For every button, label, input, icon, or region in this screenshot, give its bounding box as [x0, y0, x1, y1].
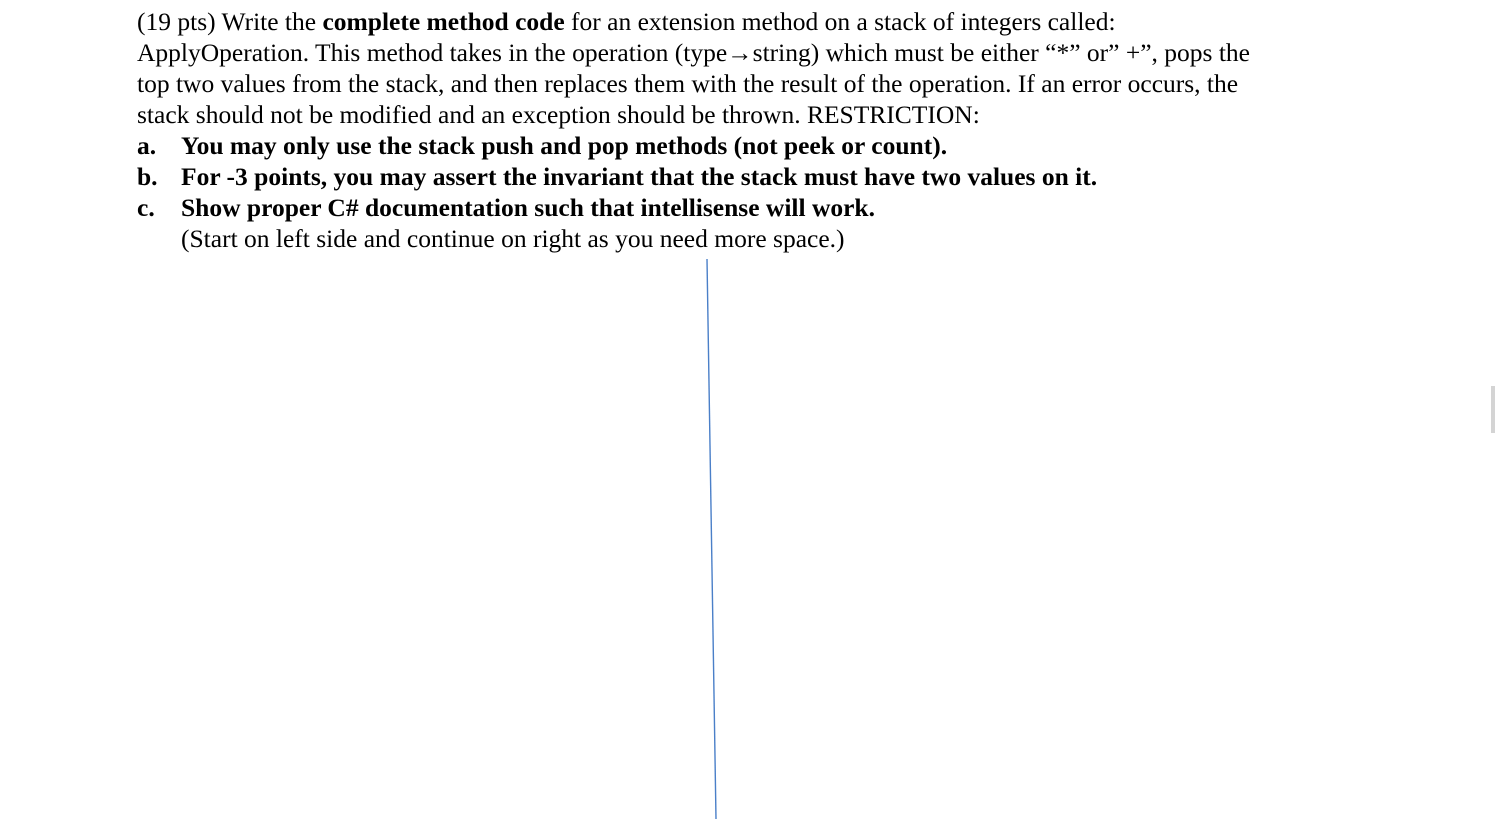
list-marker: a. [137, 131, 157, 160]
restriction-text: You may only use the stack push and pop methods (not peek or count). [181, 131, 948, 160]
list-marker: c. [137, 193, 155, 222]
restriction-text: Show proper C# documentation such that intellisense will work. [181, 193, 875, 222]
space-note: (Start on left side and continue on right as you need more space.) [181, 224, 845, 253]
question-emphasis: complete method code [322, 7, 565, 36]
question-line-1 [137, 6, 1337, 37]
restriction-item-c [137, 192, 1337, 223]
question-intro: (19 pts) Write the [137, 7, 323, 36]
question-line-2: ApplyOperation. This method takes in the operation (type→string) which must be either “*” or” +”, pops the [137, 38, 1250, 67]
scrollbar-thumb[interactable] [1491, 386, 1495, 433]
list-marker: b. [137, 162, 158, 191]
restriction-list [137, 130, 1337, 223]
question-block [137, 6, 1337, 254]
restriction-text: For -3 points, you may assert the invariant that the stack must have two values on it. [181, 162, 1098, 191]
restriction-item-b [137, 161, 1337, 192]
question-line-4: stack should not be modified and an exception should be thrown. RESTRICTION: [137, 100, 980, 129]
restriction-item-a [137, 130, 1337, 161]
question-line-3: top two values from the stack, and then replaces them with the result of the operation. If an error occurs, the [137, 69, 1239, 98]
question-line-1-end: for an extension method on a stack of integers called: [564, 7, 1116, 36]
